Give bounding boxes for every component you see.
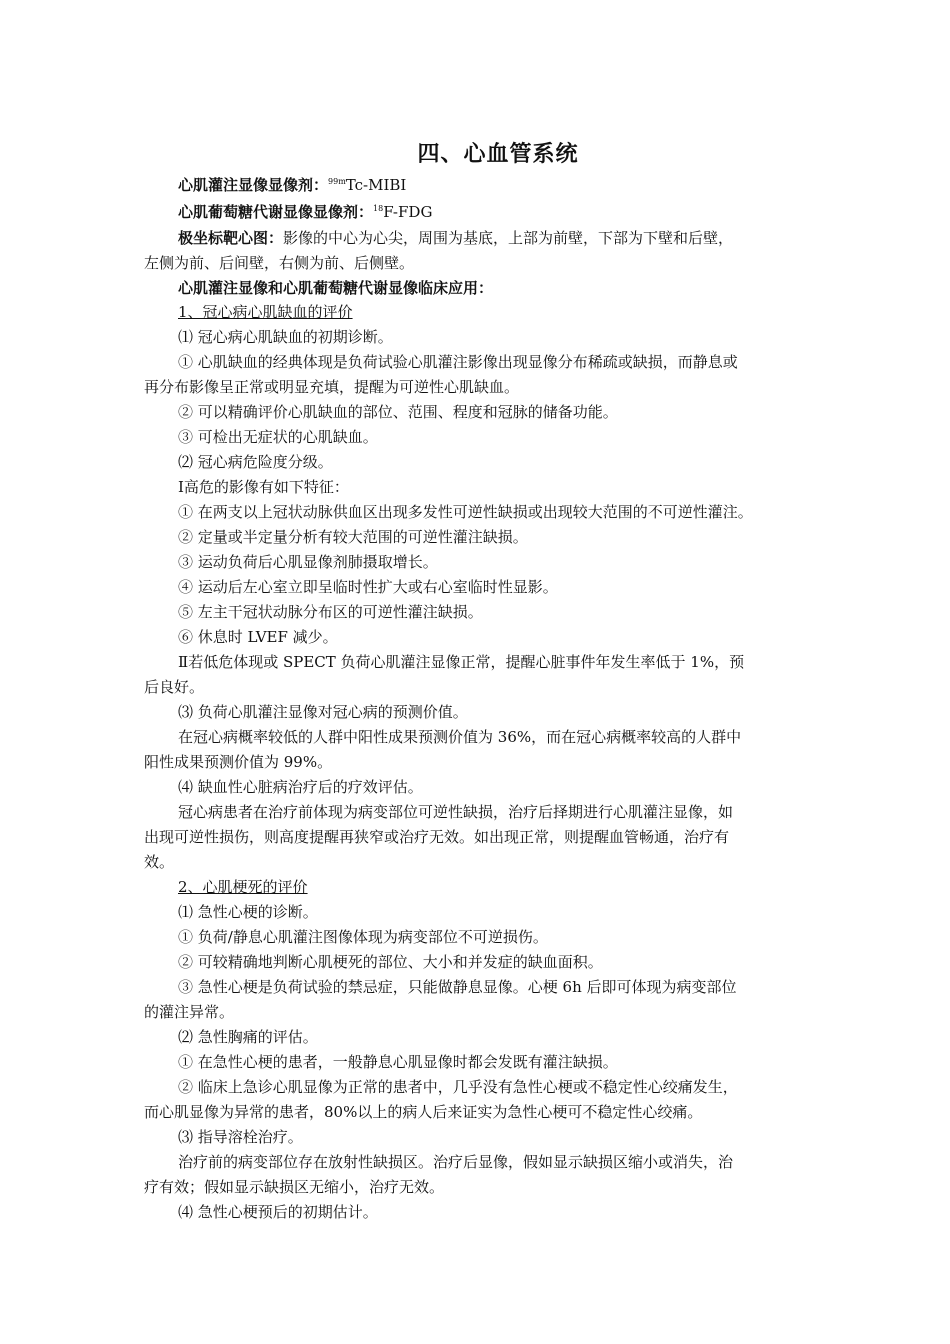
text-line: ④ 运动后左心室立即呈临时性扩大或右心室临时性显影。 <box>178 578 558 596</box>
text-line: 再分布影像呈正常或明显充填，提醒为可逆性心肌缺血。 <box>144 378 520 396</box>
text-line: ⑷ 缺血性心脏病治疗后的疗效评估。 <box>178 778 423 796</box>
text-line: ③ 可检出无症状的心肌缺血。 <box>178 428 378 446</box>
text-line: ③ 运动负荷后心肌显像剂肺摄取增长。 <box>178 553 438 571</box>
text-line: ① 心肌缺血的经典体现是负荷试验心肌灌注影像出现显像分布稀疏或缺损，而静息或 <box>178 353 738 371</box>
text-line: ⑤ 左主干冠状动脉分布区的可逆性灌注缺损。 <box>178 603 483 621</box>
text-line: 阳性成果预测价值为 99%。 <box>144 753 333 771</box>
text-line: ⑵ 急性胸痛的评估。 <box>178 1028 318 1046</box>
text-line: ⑥ 休息时 LVEF 减少。 <box>178 628 338 646</box>
text-line: ⑶ 负荷心肌灌注显像对冠心病的预测价值。 <box>178 703 468 721</box>
text-line: ② 可以精确评价心肌缺血的部位、范围、程度和冠脉的储备功能。 <box>178 403 618 421</box>
text-line: ⑶ 指导溶栓治疗。 <box>178 1128 303 1146</box>
text-line: 出现可逆性损伤，则高度提醒再狭窄或治疗无效。如出现正常，则提醒血管畅通，治疗有 <box>144 828 730 846</box>
text-line: ⑷ 急性心梗预后的初期估计。 <box>178 1203 378 1221</box>
text-line: ③ 急性心梗是负荷试验的禁忌症，只能做静息显像。心梗 6h 后即可体现为病变部位 <box>178 978 737 996</box>
text-line: 极坐标靶心图：影像的中心为心尖，周围为基底，上部为前壁，下部为下壁和后壁， <box>178 229 734 247</box>
subsection-heading: 2、心肌梗死的评价 <box>178 878 308 896</box>
text-line: ⑴ 冠心病心肌缺血的初期诊断。 <box>178 328 393 346</box>
text-line: ② 定量或半定量分析有较大范围的可逆性灌注缺损。 <box>178 528 528 546</box>
section-heading: 心肌灌注显像和心肌葡萄糖代谢显像临床应用： <box>178 279 494 297</box>
text-line: 在冠心病概率较低的人群中阳性成果预测价值为 36%，而在冠心病概率较高的人群中 <box>178 728 742 746</box>
text-line: 冠心病患者在治疗前体现为病变部位可逆性缺损，治疗后择期进行心肌灌注显像，如 <box>178 803 734 821</box>
text-line: ① 在急性心梗的患者，一般静息心肌显像时都会发既有灌注缺损。 <box>178 1053 618 1071</box>
text-line: ② 临床上急诊心肌显像为正常的患者中，几乎没有急性心梗或不稳定性心绞痛发生， <box>178 1078 738 1096</box>
text-line: ① 负荷/静息心肌灌注图像体现为病变部位不可逆损伤。 <box>178 928 548 946</box>
page-title: 四、心血管系统 <box>417 142 579 167</box>
text-line: 治疗前的病变部位存在放射性缺损区。治疗后显像，假如显示缺损区缩小或消失，治 <box>178 1153 734 1171</box>
text-line: 效。 <box>144 853 175 871</box>
text-line: 心肌灌注显像显像剂：$^{99m}$Tc-MIBI <box>178 176 407 194</box>
text-line: Ⅰ高危的影像有如下特征： <box>178 478 349 496</box>
text-line: 左侧为前、后间壁，右侧为前、后侧壁。 <box>144 254 415 272</box>
text-line: 后良好。 <box>144 678 205 696</box>
text-line: Ⅱ若低危体现或 SPECT 负荷心肌灌注显像正常，提醒心脏事件年发生率低于 1%，预 <box>178 653 745 671</box>
subsection-heading: 1、冠心病心肌缺血的评价 <box>178 303 353 321</box>
text-line: ⑵ 冠心病危险度分级。 <box>178 453 333 471</box>
text-line: 而心肌显像为异常的患者，80%以上的病人后来证实为急性心梗可不稳定性心绞痛。 <box>144 1103 703 1121</box>
text-line: 疗有效；假如显示缺损区无缩小，治疗无效。 <box>144 1178 445 1196</box>
text-line: 的灌注异常。 <box>144 1003 235 1021</box>
text-line: ② 可较精确地判断心肌梗死的部位、大小和并发症的缺血面积。 <box>178 953 603 971</box>
text-line: 心肌葡萄糖代谢显像显像剂：$^{18}$F-FDG <box>178 203 433 221</box>
text-line: ⑴ 急性心梗的诊断。 <box>178 903 318 921</box>
text-line: ① 在两支以上冠状动脉供血区出现多发性可逆性缺损或出现较大范围的不可逆性灌注。 <box>178 503 753 521</box>
